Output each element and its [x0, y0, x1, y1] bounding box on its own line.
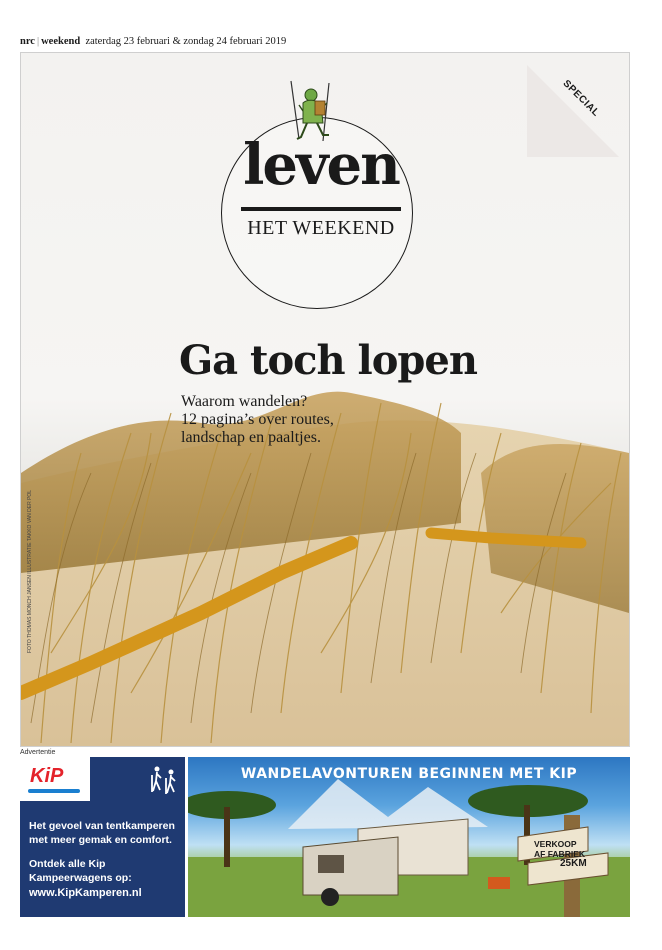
deck-line: landschap en paaltjes.	[181, 429, 321, 446]
cover-photo	[20, 52, 630, 747]
logo-word: leven	[243, 132, 399, 198]
deck-line: Waarom wandelen?	[181, 393, 308, 410]
cover-headline: Ga toch lopen	[179, 337, 477, 384]
masthead-dates: zaterdag 23 februari & zondag 24 februari 2019	[85, 36, 287, 47]
ad-photo-panel[interactable]	[188, 757, 630, 917]
deck-line: 12 pagina’s over routes,	[181, 411, 334, 428]
kip-logo	[20, 757, 90, 801]
sign-distance: 25KM	[560, 858, 587, 869]
sign-verkoop: VERKOOP	[534, 839, 577, 849]
sign-af-fabriek: AF FABRIEK	[534, 849, 585, 859]
logo-rule	[241, 207, 401, 211]
ad-tagline: Het gevoel van tentkamperen met meer gemak en comfort.	[29, 820, 175, 846]
cover-deck	[181, 393, 381, 447]
ad-cta: Ontdek alle Kip Kampeerwagens op:	[29, 858, 132, 884]
masthead-brand: nrc	[20, 36, 35, 47]
ad-text-panel[interactable]	[20, 757, 185, 917]
hikers-icon	[148, 765, 180, 795]
photo-credit: FOTO THOMAS MONCH JANSEN ILLUSTRATIE TAKKO VAN DER POL	[27, 489, 33, 653]
ad-url-link[interactable]: www.KipKamperen.nl	[29, 887, 142, 899]
kip-logo-swoosh	[28, 789, 80, 793]
special-corner-tab	[527, 65, 619, 157]
masthead-section: weekend	[41, 36, 81, 47]
logo-subtitle: HET WEEKEND	[247, 217, 395, 239]
special-badge: SPECIAL	[560, 78, 602, 119]
ad-headline: WANDELAVONTUREN BEGINNEN MET KIP	[240, 766, 578, 782]
kip-logo-text: KiP	[30, 765, 64, 787]
ad-label: Advertentie	[20, 749, 56, 756]
sign-sale	[534, 839, 585, 859]
masthead: nrc | weekend zaterdag 23 februari & zondag 24 februari 2019	[20, 36, 287, 47]
